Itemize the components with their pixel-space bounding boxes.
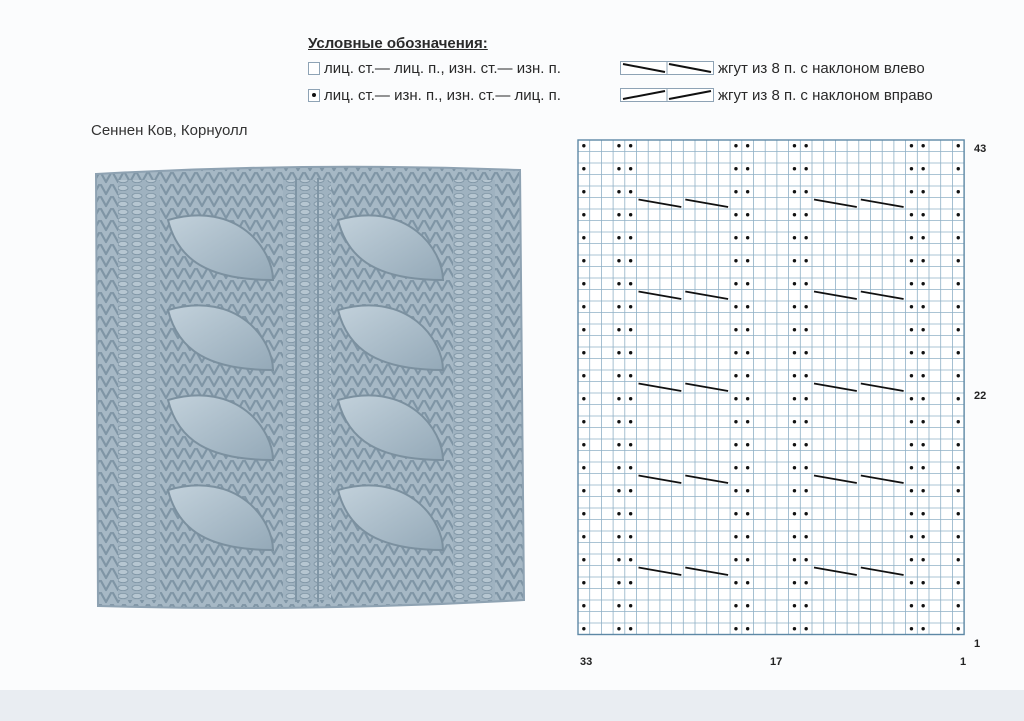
purl-dot <box>957 259 960 262</box>
purl-dot <box>921 259 924 262</box>
purl-dot <box>921 466 924 469</box>
purl-dot <box>957 397 960 400</box>
empty-square-icon <box>308 62 320 75</box>
purl-dot <box>582 581 585 584</box>
purl-dot <box>957 512 960 515</box>
purl-dot <box>921 167 924 170</box>
purl-dot <box>734 627 737 630</box>
purl-dot <box>793 581 796 584</box>
purl-dot <box>629 282 632 285</box>
purl-dot <box>617 581 620 584</box>
purl-dot <box>617 558 620 561</box>
purl-dot <box>793 558 796 561</box>
purl-dot <box>804 213 807 216</box>
purl-dot <box>804 558 807 561</box>
purl-dot <box>746 351 749 354</box>
purl-dot <box>957 236 960 239</box>
purl-dot <box>804 443 807 446</box>
purl-dot <box>734 535 737 538</box>
purl-dot <box>804 489 807 492</box>
purl-dot <box>582 466 585 469</box>
purl-dot <box>746 397 749 400</box>
purl-dot <box>804 328 807 331</box>
purl-dot <box>957 489 960 492</box>
col-label-1: 1 <box>960 656 967 668</box>
purl-dot <box>793 443 796 446</box>
purl-dot <box>746 627 749 630</box>
purl-dot <box>793 167 796 170</box>
purl-dot <box>804 397 807 400</box>
purl-dot <box>957 466 960 469</box>
purl-dot <box>804 604 807 607</box>
purl-dot <box>746 213 749 216</box>
purl-dot <box>617 512 620 515</box>
purl-dot <box>804 190 807 193</box>
purl-dot <box>910 558 913 561</box>
legend-item-label: жгут из 8 п. с наклоном вправо <box>718 86 933 104</box>
purl-dot <box>734 236 737 239</box>
purl-dot <box>793 489 796 492</box>
row-label-1: 1 <box>974 638 981 650</box>
purl-dot <box>746 259 749 262</box>
purl-dot <box>921 374 924 377</box>
purl-dot <box>582 305 585 308</box>
purl-dot <box>746 167 749 170</box>
purl-dot <box>734 190 737 193</box>
purl-dot <box>629 581 632 584</box>
legend-item-purl <box>308 85 561 105</box>
purl-dot <box>957 167 960 170</box>
purl-dot <box>582 535 585 538</box>
purl-dot <box>910 374 913 377</box>
purl-dot <box>921 443 924 446</box>
purl-dot <box>793 236 796 239</box>
purl-dot <box>734 420 737 423</box>
row-label-22: 22 <box>974 390 987 402</box>
purl-dot <box>582 374 585 377</box>
purl-dot <box>793 466 796 469</box>
purl-dot <box>921 489 924 492</box>
purl-dot <box>910 144 913 147</box>
purl-dot <box>629 236 632 239</box>
purl-dot <box>734 374 737 377</box>
purl-dot <box>957 420 960 423</box>
purl-dot <box>734 489 737 492</box>
purl-dot <box>629 558 632 561</box>
purl-dot <box>793 512 796 515</box>
purl-dot <box>746 489 749 492</box>
purl-dot <box>582 351 585 354</box>
purl-dot <box>910 305 913 308</box>
purl-dot <box>957 627 960 630</box>
purl-dot <box>629 604 632 607</box>
purl-dot <box>582 282 585 285</box>
purl-dot <box>921 604 924 607</box>
purl-dot <box>804 374 807 377</box>
purl-dot <box>746 282 749 285</box>
purl-dot <box>804 581 807 584</box>
purl-dot <box>793 259 796 262</box>
purl-dot <box>910 581 913 584</box>
purl-dot <box>746 558 749 561</box>
purl-dot <box>734 282 737 285</box>
purl-dot <box>734 558 737 561</box>
cable-right-icon <box>620 87 714 103</box>
footer-band <box>0 690 1024 721</box>
purl-dot <box>910 167 913 170</box>
purl-dot <box>921 213 924 216</box>
purl-dot <box>921 190 924 193</box>
purl-dot <box>921 144 924 147</box>
purl-dot <box>910 443 913 446</box>
purl-dot <box>957 213 960 216</box>
purl-dot <box>617 282 620 285</box>
purl-dot <box>629 466 632 469</box>
purl-dot <box>582 558 585 561</box>
purl-dot <box>793 282 796 285</box>
purl-dot <box>734 581 737 584</box>
purl-dot <box>734 351 737 354</box>
dot-square-icon <box>308 89 320 102</box>
chart-grid <box>576 138 986 653</box>
legend-item-knit <box>308 58 561 78</box>
purl-dot <box>734 443 737 446</box>
purl-dot <box>734 466 737 469</box>
purl-dot <box>617 328 620 331</box>
purl-dot <box>582 604 585 607</box>
purl-dot <box>957 374 960 377</box>
purl-dot <box>910 535 913 538</box>
purl-dot <box>746 305 749 308</box>
purl-dot <box>793 190 796 193</box>
purl-dot <box>582 512 585 515</box>
purl-dot <box>804 167 807 170</box>
chart-background <box>578 140 964 635</box>
purl-dot <box>582 627 585 630</box>
purl-dot <box>734 328 737 331</box>
purl-dot <box>793 604 796 607</box>
purl-dot <box>629 397 632 400</box>
purl-dot <box>617 420 620 423</box>
purl-dot <box>746 466 749 469</box>
purl-dot <box>910 259 913 262</box>
purl-dot <box>617 604 620 607</box>
purl-dot <box>629 443 632 446</box>
purl-dot <box>921 558 924 561</box>
purl-dot <box>617 190 620 193</box>
purl-dot <box>957 190 960 193</box>
purl-dot <box>617 259 620 262</box>
purl-dot <box>921 305 924 308</box>
purl-dot <box>910 466 913 469</box>
purl-dot <box>804 466 807 469</box>
purl-dot <box>957 443 960 446</box>
purl-dot <box>910 351 913 354</box>
purl-dot <box>582 489 585 492</box>
purl-dot <box>629 167 632 170</box>
purl-dot <box>617 213 620 216</box>
purl-dot <box>793 397 796 400</box>
purl-dot <box>804 512 807 515</box>
purl-dot <box>957 282 960 285</box>
purl-dot <box>793 305 796 308</box>
purl-dot <box>746 581 749 584</box>
purl-dot <box>629 512 632 515</box>
purl-dot <box>910 397 913 400</box>
purl-dot <box>910 190 913 193</box>
purl-dot <box>921 512 924 515</box>
purl-dot <box>910 512 913 515</box>
purl-dot <box>746 328 749 331</box>
purl-dot <box>746 374 749 377</box>
purl-dot <box>582 213 585 216</box>
purl-dot <box>734 512 737 515</box>
purl-dot <box>921 397 924 400</box>
purl-dot <box>921 236 924 239</box>
purl-dot <box>910 328 913 331</box>
purl-dot <box>957 144 960 147</box>
purl-dot <box>746 512 749 515</box>
purl-dot <box>629 213 632 216</box>
purl-dot <box>746 443 749 446</box>
row-label-43: 43 <box>974 143 987 155</box>
purl-dot <box>617 351 620 354</box>
purl-dot <box>617 167 620 170</box>
col-label-17: 17 <box>770 656 783 668</box>
purl-dot <box>910 489 913 492</box>
purl-dot <box>921 351 924 354</box>
purl-dot <box>910 420 913 423</box>
purl-dot <box>582 259 585 262</box>
purl-dot <box>617 236 620 239</box>
purl-dot <box>582 144 585 147</box>
purl-dot <box>910 236 913 239</box>
purl-dot <box>617 443 620 446</box>
purl-dot <box>734 397 737 400</box>
purl-dot <box>793 351 796 354</box>
purl-dot <box>957 351 960 354</box>
purl-dot <box>793 213 796 216</box>
purl-dot <box>582 236 585 239</box>
purl-dot <box>921 282 924 285</box>
purl-dot <box>617 535 620 538</box>
purl-dot <box>910 213 913 216</box>
purl-dot <box>793 328 796 331</box>
purl-dot <box>793 374 796 377</box>
purl-dot <box>629 374 632 377</box>
purl-dot <box>582 443 585 446</box>
legend-item-label: лиц. ст.— лиц. п., изн. ст.— изн. п. <box>324 59 561 77</box>
purl-dot <box>629 144 632 147</box>
purl-dot <box>793 420 796 423</box>
purl-dot <box>629 259 632 262</box>
purl-dot <box>957 558 960 561</box>
legend-title: Условные обозначения: <box>308 35 488 52</box>
legend-item-cable-left <box>620 58 925 78</box>
purl-dot <box>804 236 807 239</box>
purl-dot <box>804 259 807 262</box>
purl-dot <box>617 305 620 308</box>
swatch-caption: Сеннен Ков, Корнуолл <box>91 122 248 139</box>
purl-dot <box>804 420 807 423</box>
purl-dot <box>957 535 960 538</box>
purl-dot <box>793 535 796 538</box>
purl-dot <box>582 420 585 423</box>
purl-dot <box>957 328 960 331</box>
purl-dot <box>804 305 807 308</box>
purl-dot <box>629 328 632 331</box>
purl-dot <box>957 305 960 308</box>
purl-dot <box>746 604 749 607</box>
purl-dot <box>910 604 913 607</box>
purl-dot <box>734 259 737 262</box>
purl-dot <box>629 627 632 630</box>
purl-dot <box>921 581 924 584</box>
purl-dot <box>629 489 632 492</box>
purl-dot <box>804 144 807 147</box>
purl-dot <box>746 144 749 147</box>
purl-dot <box>629 535 632 538</box>
purl-dot <box>629 351 632 354</box>
knitting-chart <box>570 134 1010 674</box>
purl-dot <box>582 397 585 400</box>
purl-dot <box>793 627 796 630</box>
purl-dot <box>734 167 737 170</box>
purl-dot <box>804 535 807 538</box>
purl-dot <box>746 236 749 239</box>
legend-item-label: жгут из 8 п. с наклоном влево <box>718 59 925 77</box>
purl-dot <box>921 627 924 630</box>
legend-item-cable-right <box>620 85 933 105</box>
purl-dot <box>910 282 913 285</box>
purl-dot <box>617 374 620 377</box>
purl-dot <box>957 581 960 584</box>
cable-left-icon <box>620 60 714 76</box>
purl-dot <box>804 282 807 285</box>
purl-dot <box>617 397 620 400</box>
purl-dot <box>746 190 749 193</box>
purl-dot <box>734 213 737 216</box>
purl-dot <box>734 144 737 147</box>
purl-dot <box>804 351 807 354</box>
purl-dot <box>910 627 913 630</box>
purl-dot <box>921 328 924 331</box>
purl-dot <box>582 328 585 331</box>
purl-dot <box>734 604 737 607</box>
purl-dot <box>957 604 960 607</box>
purl-dot <box>793 144 796 147</box>
purl-dot <box>629 305 632 308</box>
purl-dot <box>921 535 924 538</box>
knitted-swatch-photo <box>88 160 528 618</box>
purl-dot <box>617 489 620 492</box>
purl-dot <box>746 420 749 423</box>
purl-dot <box>629 420 632 423</box>
purl-dot <box>582 190 585 193</box>
legend-item-label: лиц. ст.— изн. п., изн. ст.— лиц. п. <box>324 86 561 104</box>
purl-dot <box>629 190 632 193</box>
purl-dot <box>617 466 620 469</box>
purl-dot <box>734 305 737 308</box>
purl-dot <box>921 420 924 423</box>
purl-dot <box>804 627 807 630</box>
purl-dot <box>582 167 585 170</box>
purl-dot <box>617 144 620 147</box>
purl-dot <box>617 627 620 630</box>
col-label-33: 33 <box>580 656 593 668</box>
purl-dot <box>746 535 749 538</box>
